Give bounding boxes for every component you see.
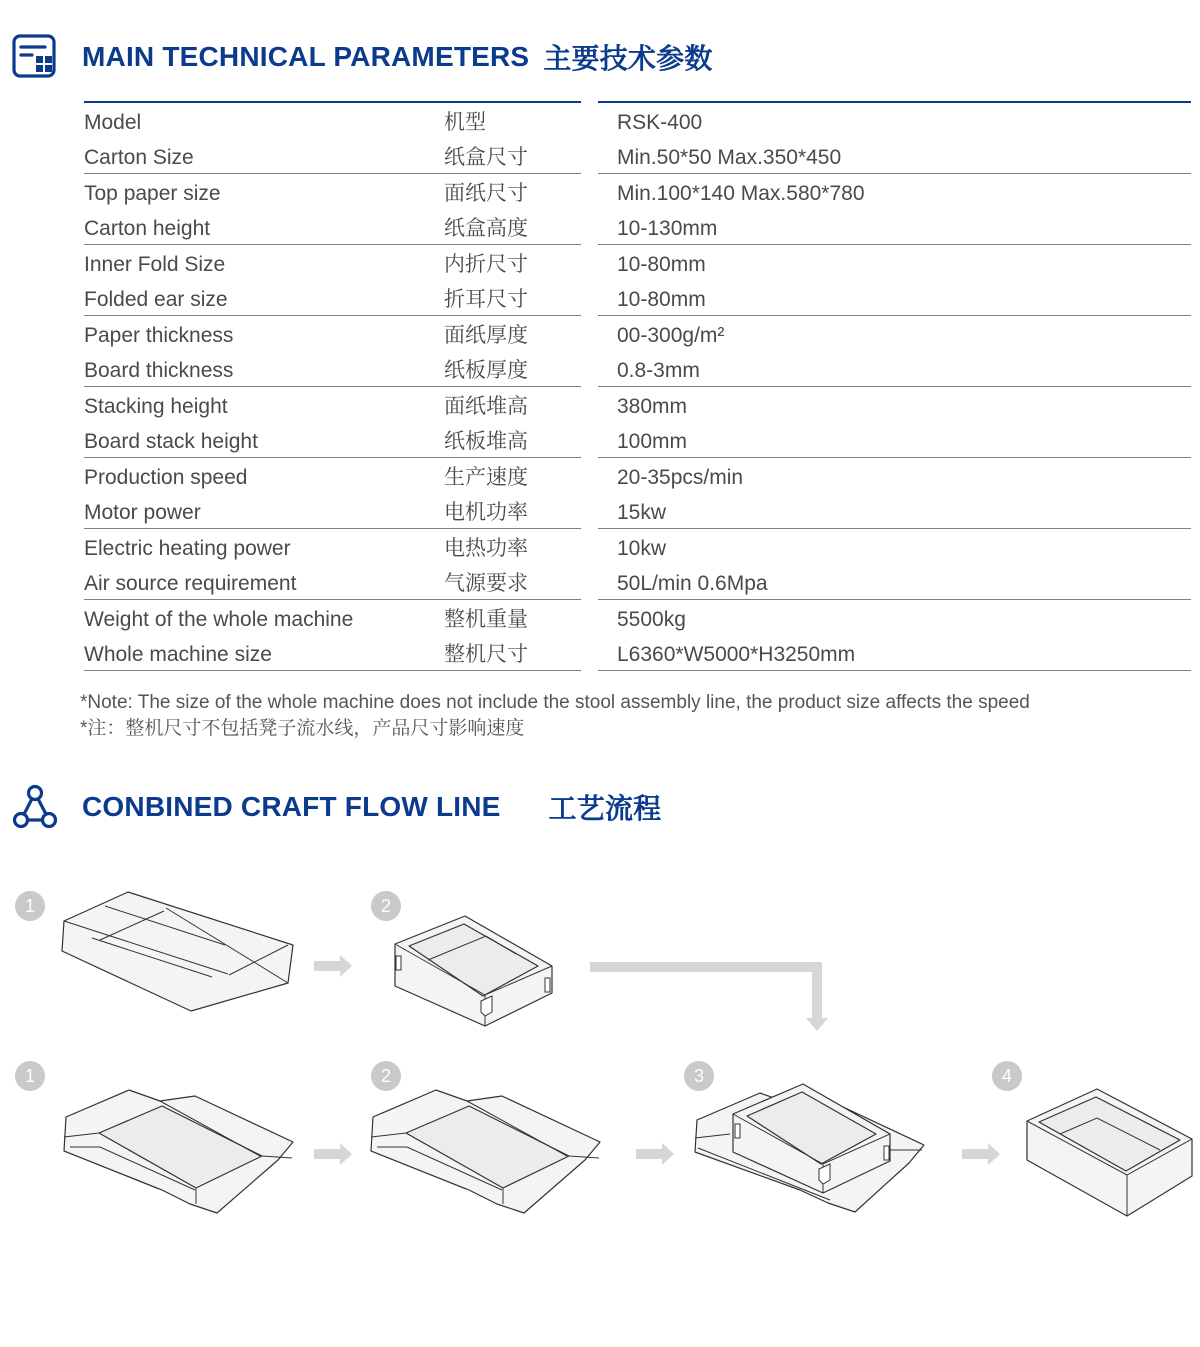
section-title-cn: 工艺流程 bbox=[548, 793, 662, 824]
param-name-cn: 内折尺寸 bbox=[444, 253, 528, 276]
flap-sheet-illustration bbox=[371, 1090, 600, 1213]
param-name-cn: 电热功率 bbox=[444, 537, 528, 560]
param-name-en: Model bbox=[84, 111, 142, 134]
param-value: 50L/min 0.6Mpa bbox=[617, 572, 768, 595]
param-name-cn: 整机尺寸 bbox=[444, 643, 528, 666]
param-name-en: Motor power bbox=[84, 501, 201, 524]
param-name-en: Electric heating power bbox=[84, 537, 291, 560]
step-number: 2 bbox=[380, 896, 392, 916]
step-badge bbox=[371, 891, 401, 921]
step-badge bbox=[15, 1061, 45, 1091]
section-title-cn: 主要技术参数 bbox=[543, 43, 713, 74]
param-value: RSK-400 bbox=[617, 111, 703, 134]
param-name-en: Top paper size bbox=[84, 182, 221, 205]
param-name-cn: 机型 bbox=[444, 111, 486, 134]
param-value: L6360*W5000*H3250mm bbox=[617, 643, 856, 666]
step-number: 3 bbox=[693, 1066, 705, 1086]
param-value: 15kw bbox=[617, 501, 667, 524]
param-name-en: Board stack height bbox=[84, 430, 258, 453]
arrow-right-icon bbox=[314, 1143, 352, 1165]
param-name-cn: 面纸堆高 bbox=[444, 395, 528, 418]
param-value: 10-80mm bbox=[617, 288, 706, 311]
param-name-en: Inner Fold Size bbox=[84, 253, 226, 276]
step-number: 4 bbox=[1001, 1066, 1013, 1086]
param-value: 20-35pcs/min bbox=[617, 466, 744, 489]
step-number: 1 bbox=[24, 896, 36, 916]
param-name-cn: 面纸尺寸 bbox=[444, 182, 528, 205]
param-name-cn: 面纸厚度 bbox=[444, 324, 528, 347]
param-name-en: Carton Size bbox=[84, 146, 194, 169]
param-name-en: Stacking height bbox=[84, 395, 228, 418]
param-name-cn: 整机重量 bbox=[444, 608, 528, 631]
param-value: 0.8-3mm bbox=[617, 359, 700, 382]
param-name-cn: 电机功率 bbox=[444, 501, 528, 524]
param-name-cn: 纸盒尺寸 bbox=[444, 146, 528, 169]
arrow-right-icon bbox=[636, 1143, 674, 1165]
param-name-en: Air source requirement bbox=[84, 572, 297, 595]
param-value: 100mm bbox=[617, 430, 688, 453]
step-badge bbox=[684, 1061, 714, 1091]
arrow-right-icon bbox=[314, 955, 352, 977]
param-name-en: Production speed bbox=[84, 466, 248, 489]
param-name-cn: 纸板厚度 bbox=[444, 359, 528, 382]
step-number: 2 bbox=[380, 1066, 392, 1086]
flap-sheet-illustration bbox=[64, 1090, 293, 1213]
section-title-en: MAIN TECHNICAL PARAMETERS bbox=[82, 41, 530, 72]
param-name-en: Whole machine size bbox=[84, 643, 272, 666]
param-value: Min.100*140 Max.580*780 bbox=[617, 182, 865, 205]
param-name-cn: 生产速度 bbox=[444, 466, 528, 489]
box-on-sheet-illustration bbox=[695, 1084, 924, 1212]
step-number: 1 bbox=[24, 1066, 36, 1086]
param-name-cn: 纸盒高度 bbox=[444, 217, 528, 240]
param-name-en: Folded ear size bbox=[84, 288, 228, 311]
param-name-en: Paper thickness bbox=[84, 324, 234, 347]
param-value: 10-130mm bbox=[617, 217, 718, 240]
param-name-cn: 气源要求 bbox=[444, 572, 528, 595]
param-value: 10-80mm bbox=[617, 253, 706, 276]
param-name-en: Board thickness bbox=[84, 359, 234, 382]
step-badge bbox=[992, 1061, 1022, 1091]
param-value: 10kw bbox=[617, 537, 667, 560]
param-value: 380mm bbox=[617, 395, 688, 418]
note-en: *Note: The size of the whole machine does not include the stool assembly line, the product size affects the speed bbox=[80, 692, 1030, 713]
param-name-cn: 纸板堆高 bbox=[444, 430, 528, 453]
note-cn: *注：整机尺寸不包括凳子流水线，产品尺寸影响速度 bbox=[80, 718, 525, 739]
arrow-down-icon bbox=[590, 962, 828, 1031]
step-badge bbox=[371, 1061, 401, 1091]
finished-box-illustration bbox=[1027, 1089, 1192, 1216]
flat-sheet-illustration bbox=[62, 892, 293, 1011]
param-value: 5500kg bbox=[617, 608, 686, 631]
param-value: 00-300g/m² bbox=[617, 324, 725, 347]
section-title-en: CONBINED CRAFT FLOW LINE bbox=[82, 791, 501, 822]
param-name-en: Weight of the whole machine bbox=[84, 608, 354, 631]
step-badge bbox=[15, 891, 45, 921]
box-tray-illustration bbox=[395, 916, 552, 1026]
param-name-en: Carton height bbox=[84, 217, 211, 240]
param-value: Min.50*50 Max.350*450 bbox=[617, 146, 842, 169]
arrow-right-icon bbox=[962, 1143, 1000, 1165]
param-name-cn: 折耳尺寸 bbox=[444, 288, 528, 311]
